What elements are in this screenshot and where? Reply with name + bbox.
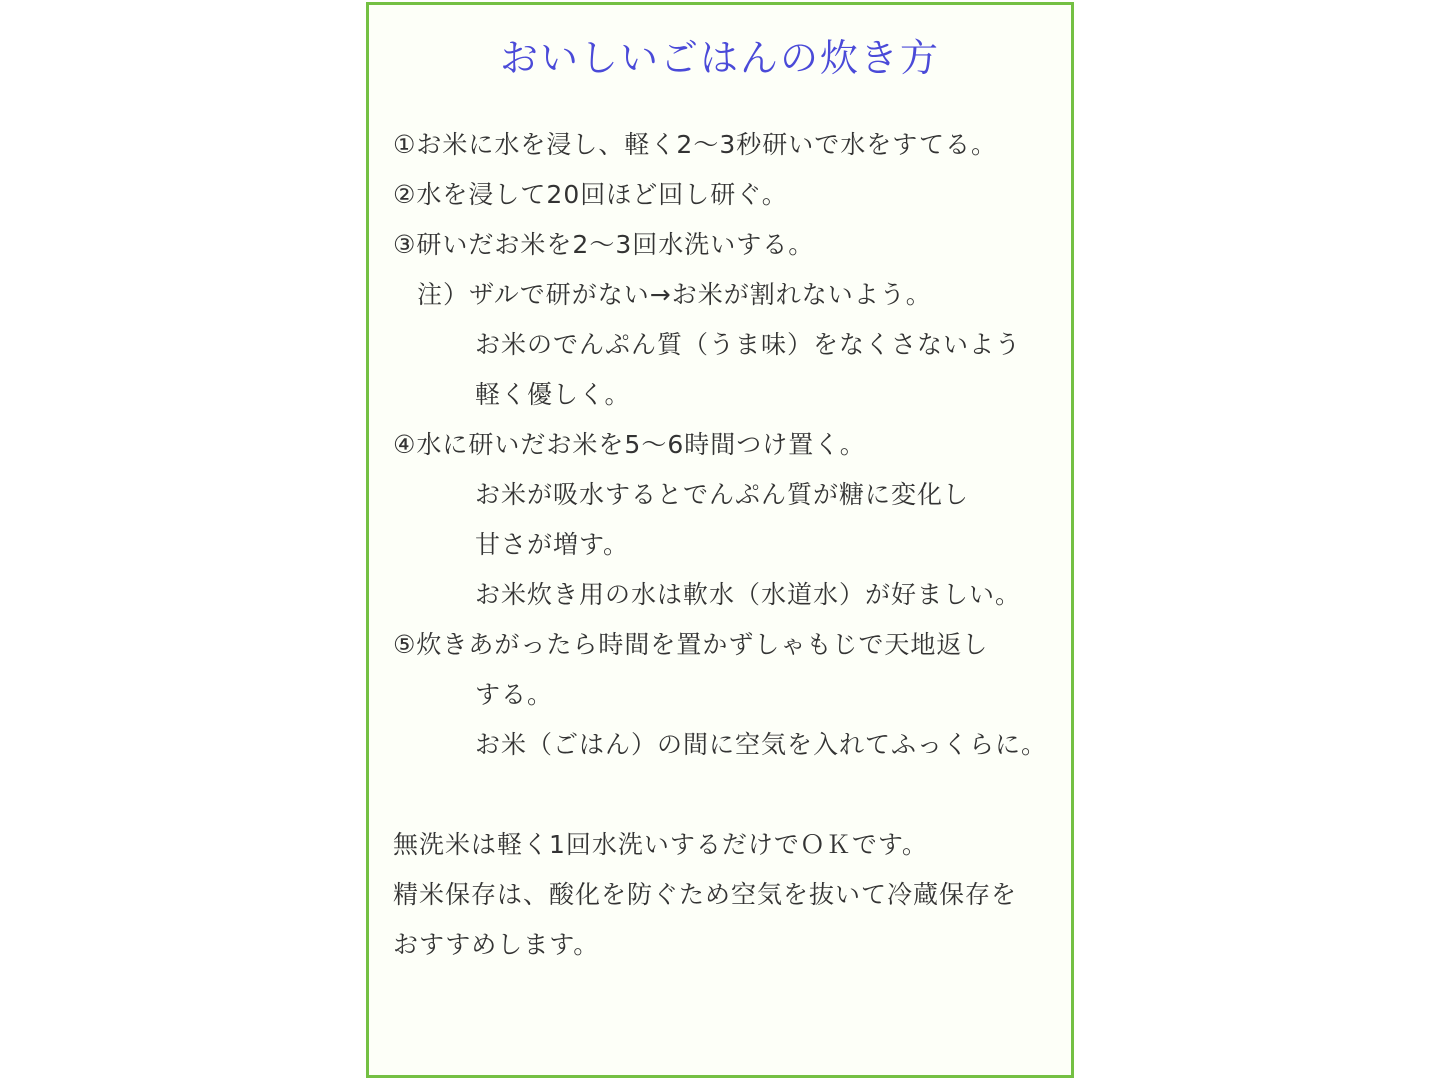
instruction-line: ⑤炊きあがったら時間を置かずしゃもじで天地返し	[393, 630, 989, 659]
instruction-line: ④水に研いだお米を5〜6時間つけ置く。	[393, 430, 866, 459]
instructions-body	[369, 82, 1071, 970]
note-line: 無洗米は軽く1回水洗いするだけでＯＫです。	[393, 830, 928, 859]
instruction-line: ①お米に水を浸し、軽く2〜3秒研いで水をすてる。	[393, 130, 997, 159]
instruction-line: ②水を浸して20回ほど回し研ぐ。	[393, 180, 788, 209]
recipe-card	[366, 2, 1074, 1078]
spacer-line	[393, 770, 1047, 820]
note-line: おすすめします。	[393, 930, 600, 959]
instruction-line: 注）ザルで研がない→お米が割れないよう。	[417, 280, 932, 309]
instruction-line: 甘さが増す。	[475, 530, 630, 559]
instruction-line: お米が吸水するとでんぷん質が糖に変化し	[475, 480, 970, 509]
page-title: おいしいごはんの炊き方	[499, 36, 940, 80]
instruction-line: ③研いだお米を2〜3回水洗いする。	[393, 230, 815, 259]
instruction-line: お米炊き用の水は軟水（水道水）が好ましい。	[475, 580, 1022, 609]
instruction-line: お米のでんぷん質（うま味）をなくさないよう	[475, 330, 1022, 359]
note-line: 精米保存は、酸化を防ぐため空気を抜いて冷蔵保存を	[393, 880, 1018, 909]
instruction-line: 軽く優しく。	[475, 380, 631, 409]
instruction-line: する。	[475, 680, 554, 709]
instruction-line: お米（ごはん）の間に空気を入れてふっくらに。	[475, 730, 1048, 759]
